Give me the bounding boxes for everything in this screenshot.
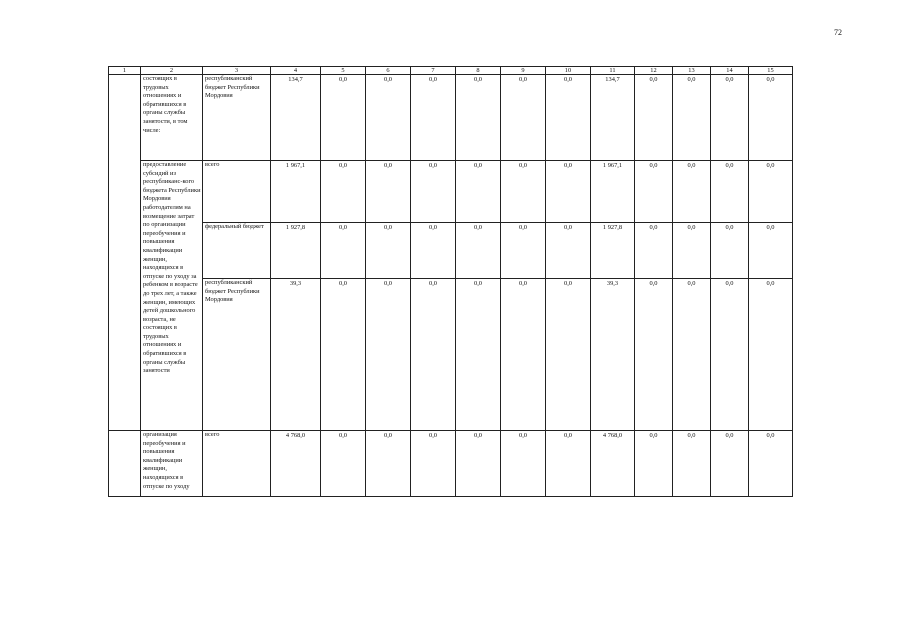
header-row [109,67,793,75]
value-cell: 0,0 [366,431,411,497]
value-cell: 0,0 [411,279,456,431]
value-cell: 0,0 [711,75,749,161]
table-row [109,431,793,497]
col-header: 1 [109,67,141,75]
value-cell: 0,0 [546,75,591,161]
value-cell: 0,0 [501,431,546,497]
col-header: 14 [711,67,749,75]
value-cell: 0,0 [501,223,546,279]
col-header: 4 [271,67,321,75]
row-description: организация переобучения и повышения квалификации женщин, находящихся в отпуске по уходу [141,431,203,497]
value-cell: 0,0 [456,161,501,223]
col-header: 15 [749,67,793,75]
col-header: 6 [366,67,411,75]
value-cell: 39,3 [271,279,321,431]
value-cell: 0,0 [749,75,793,161]
value-cell: 0,0 [635,75,673,161]
value-cell: 0,0 [749,161,793,223]
col-header: 12 [635,67,673,75]
value-cell: 0,0 [673,279,711,431]
col-header: 10 [546,67,591,75]
value-cell: 4 768,0 [591,431,635,497]
table-row [109,279,793,431]
value-cell: 0,0 [321,279,366,431]
value-cell: 0,0 [501,75,546,161]
value-cell: 0,0 [635,431,673,497]
value-cell: 0,0 [546,431,591,497]
value-cell: 1 967,1 [591,161,635,223]
table-row [109,223,793,279]
value-cell: 0,0 [366,75,411,161]
value-cell: 0,0 [411,223,456,279]
value-cell: 0,0 [673,431,711,497]
value-cell: 1 927,8 [271,223,321,279]
value-cell: 0,0 [321,223,366,279]
index-cell [109,431,141,497]
row-description: состоящих в трудовых отношениях и обратившихся в органы службы занятости, в том числе: [141,75,203,161]
value-cell: 0,0 [749,279,793,431]
value-cell: 1 927,8 [591,223,635,279]
value-cell: 0,0 [366,223,411,279]
value-cell: 0,0 [501,279,546,431]
value-cell: 0,0 [366,279,411,431]
col-header: 11 [591,67,635,75]
value-cell: 0,0 [546,223,591,279]
page-number: 72 [834,28,842,37]
table-row [109,161,793,223]
value-cell: 1 967,1 [271,161,321,223]
value-cell: 0,0 [456,223,501,279]
table-row [109,75,793,161]
value-cell: 0,0 [456,279,501,431]
index-cell [109,75,141,431]
value-cell: 0,0 [411,75,456,161]
value-cell: 0,0 [321,431,366,497]
col-header: 13 [673,67,711,75]
value-cell: 0,0 [321,161,366,223]
value-cell: 0,0 [456,431,501,497]
col-header: 8 [456,67,501,75]
col-header: 3 [203,67,271,75]
value-cell: 0,0 [673,161,711,223]
value-cell: 0,0 [711,431,749,497]
value-cell: 0,0 [673,223,711,279]
value-cell: 0,0 [749,223,793,279]
merged-description: предоставление субсидий из республиканс-кого бюджета Республики Мордовия работодателям на возмещение затрат по организации переобучения и повышения квалификации женщин, находящихся в отпуске по уходу за ребенком в возрасте до трех лет, а также женщин, имеющих детей дошкольного возраста, не состоящих в трудовых отношениях и обратившихся в органы службы занятости [141,161,203,431]
col-header: 2 [141,67,203,75]
value-cell: 0,0 [711,223,749,279]
funding-source: всего [203,161,271,223]
value-cell: 0,0 [411,161,456,223]
value-cell: 0,0 [456,75,501,161]
value-cell: 0,0 [321,75,366,161]
value-cell: 0,0 [635,279,673,431]
value-cell: 0,0 [673,75,711,161]
value-cell: 4 768,0 [271,431,321,497]
value-cell: 0,0 [546,161,591,223]
value-cell: 0,0 [749,431,793,497]
value-cell: 0,0 [546,279,591,431]
value-cell: 39,3 [591,279,635,431]
budget-table [108,66,793,497]
value-cell: 0,0 [635,161,673,223]
col-header: 9 [501,67,546,75]
funding-source: республиканский бюджет Республики Мордовия [203,279,271,431]
value-cell: 0,0 [411,431,456,497]
col-header: 5 [321,67,366,75]
value-cell: 0,0 [501,161,546,223]
value-cell: 134,7 [591,75,635,161]
value-cell: 0,0 [366,161,411,223]
value-cell: 0,0 [711,279,749,431]
value-cell: 134,7 [271,75,321,161]
funding-source: всего [203,431,271,497]
col-header: 7 [411,67,456,75]
value-cell: 0,0 [711,161,749,223]
value-cell: 0,0 [635,223,673,279]
funding-source: федеральный бюджет [203,223,271,279]
funding-source: республиканский бюджет Республики Мордовия [203,75,271,161]
